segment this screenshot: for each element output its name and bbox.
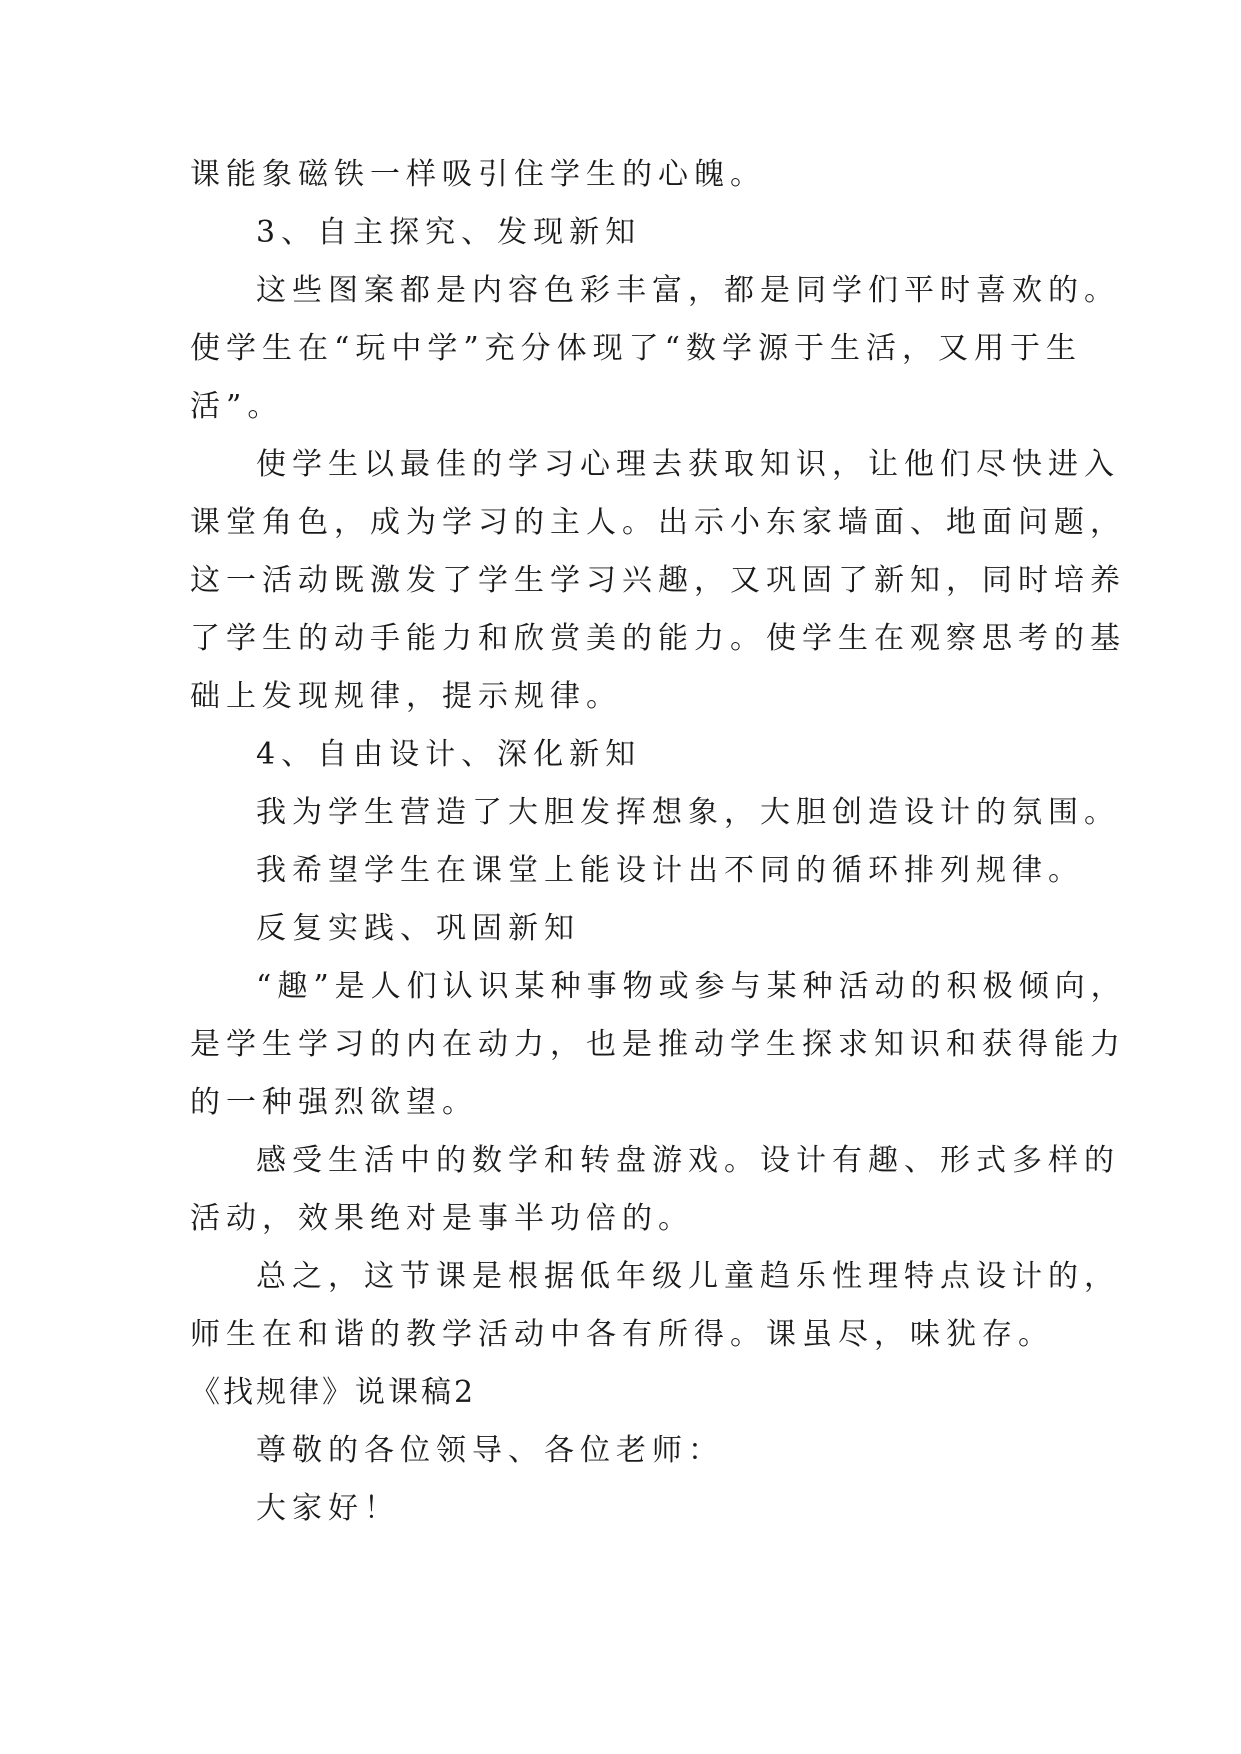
section-heading: 4、自由设计、深化新知 xyxy=(256,737,642,772)
paragraph-line: 使学生在“玩中学”充分体现了“数学源于生活，又用于生 xyxy=(190,331,1083,366)
paragraph-line: 的一种强烈欲望。 xyxy=(190,1085,478,1120)
paragraph-line: 课能象磁铁一样吸引住学生的心魄。 xyxy=(190,157,766,192)
document-title: 《找规律》说课稿2 xyxy=(190,1375,477,1410)
paragraph-line: 感受生活中的数学和转盘游戏。设计有趣、形式多样的 xyxy=(256,1143,1120,1178)
paragraph-line: 师生在和谐的教学活动中各有所得。课虽尽，味犹存。 xyxy=(190,1317,1054,1352)
paragraph-line: 础上发现规律，提示规律。 xyxy=(190,679,622,714)
salutation: 尊敬的各位领导、各位老师： xyxy=(256,1433,724,1468)
paragraph-line: “趣”是人们认识某种事物或参与某种活动的积极倾向， xyxy=(256,969,1127,1004)
greeting: 大家好！ xyxy=(256,1491,400,1526)
paragraph-line: 这一活动既激发了学生学习兴趣，又巩固了新知，同时培养 xyxy=(190,563,1126,598)
paragraph-line: 是学生学习的内在动力，也是推动学生探求知识和获得能力 xyxy=(190,1027,1126,1062)
paragraph-line: 我希望学生在课堂上能设计出不同的循环排列规律。 xyxy=(256,853,1084,888)
paragraph-line: 活”。 xyxy=(190,389,284,424)
paragraph-line: 总之，这节课是根据低年级儿童趋乐性理特点设计的， xyxy=(256,1259,1120,1294)
section-heading: 3、自主探究、发现新知 xyxy=(256,215,642,250)
paragraph-line: 活动，效果绝对是事半功倍的。 xyxy=(190,1201,694,1236)
section-heading: 反复实践、巩固新知 xyxy=(256,911,580,946)
paragraph-line: 了学生的动手能力和欣赏美的能力。使学生在观察思考的基 xyxy=(190,621,1126,656)
paragraph-line: 课堂角色，成为学习的主人。出示小东家墙面、地面问题， xyxy=(190,505,1126,540)
paragraph-line: 使学生以最佳的学习心理去获取知识，让他们尽快进入 xyxy=(256,447,1120,482)
paragraph-line: 我为学生营造了大胆发挥想象，大胆创造设计的氛围。 xyxy=(256,795,1120,830)
paragraph-line: 这些图案都是内容色彩丰富，都是同学们平时喜欢的。 xyxy=(256,273,1120,308)
